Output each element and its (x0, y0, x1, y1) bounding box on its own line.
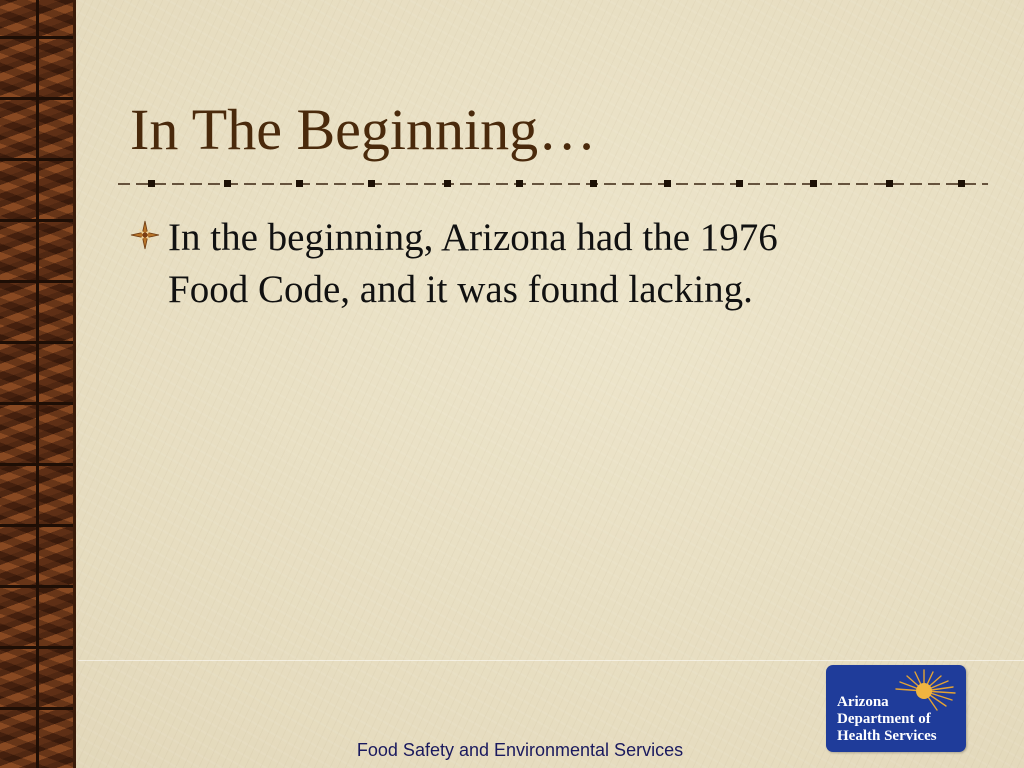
bullet-text-line: Food Code, and it was found lacking. (168, 268, 753, 311)
bullet-text (168, 212, 778, 316)
decorative-wood-strip (0, 0, 76, 768)
footer-divider (78, 660, 1024, 661)
logo-line: Department of (837, 711, 931, 727)
dashed-divider (118, 174, 988, 194)
bullet-text-line: In the beginning, Arizona had the 1976 (168, 216, 778, 259)
bullet-item (130, 212, 900, 316)
logo-line: Arizona (837, 694, 889, 710)
logo-line: Health Services (837, 728, 937, 744)
compass-star-icon (130, 220, 160, 250)
logo-text (837, 694, 937, 745)
footer-text: Food Safety and Environmental Services (356, 740, 684, 760)
adhs-logo (826, 665, 966, 752)
slide-title: In The Beginning… (130, 97, 597, 162)
